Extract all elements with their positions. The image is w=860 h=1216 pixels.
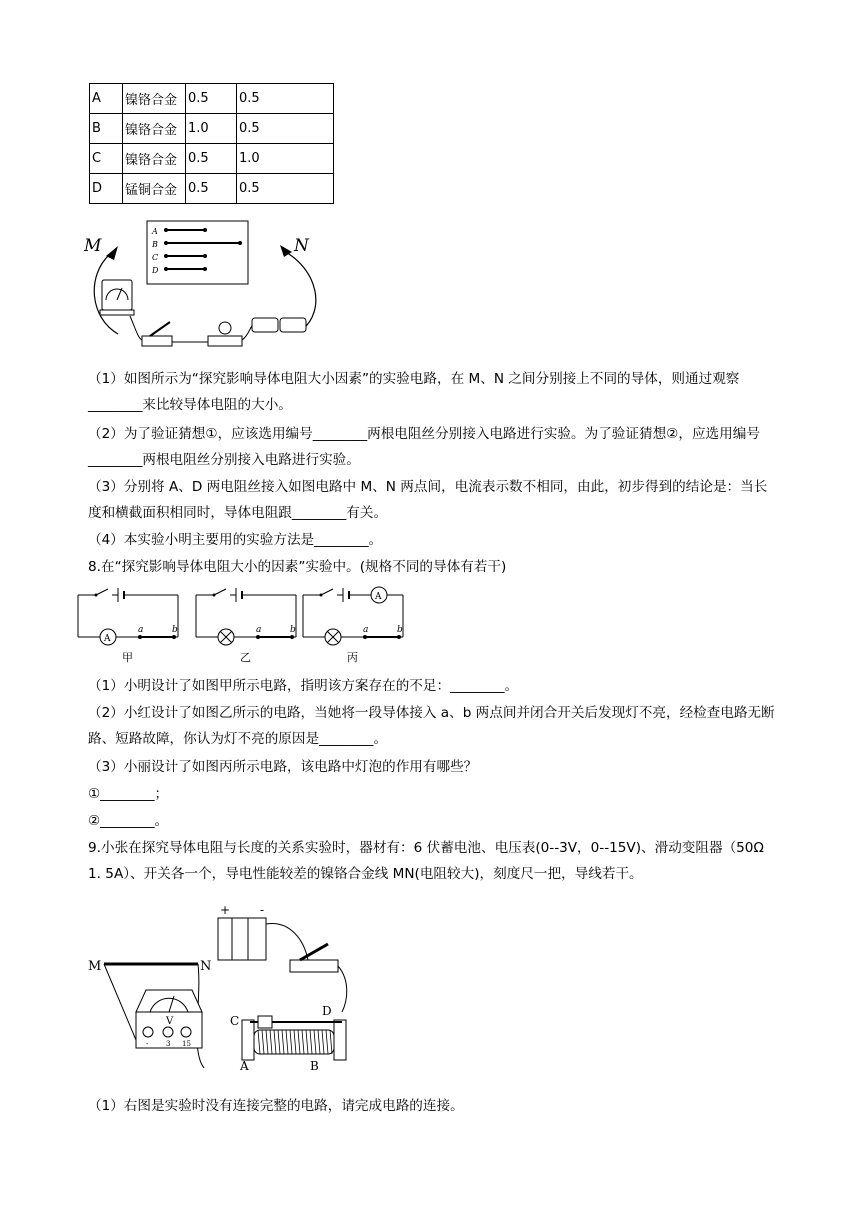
q8-part2: （2）小红设计了如图乙所示的电路，当她将一段导体接入 a、b 两点间并闭合开关后发现灯不亮，经检查电路无断路、短路故障，你认为灯不亮的原因是________。	[88, 705, 775, 747]
svg-text:3: 3	[166, 1040, 171, 1048]
rheostat-icon	[242, 1016, 346, 1060]
table-cell: 0.5	[186, 84, 237, 114]
svg-text:a: a	[363, 625, 369, 635]
svg-text:a: a	[138, 625, 144, 635]
table-cell: 镍铬合金	[123, 144, 186, 174]
voltmeter-icon	[136, 990, 202, 1048]
q8-answer1: ①________；	[88, 786, 169, 802]
battery-pack-icon	[218, 903, 266, 960]
table-cell: A	[90, 84, 123, 114]
resistor-spec-table	[89, 83, 334, 204]
table-cell: 0.5	[186, 144, 237, 174]
svg-text:-: -	[260, 903, 265, 917]
ammeter-icon	[100, 280, 134, 315]
svg-text:C: C	[230, 1014, 240, 1028]
svg-text:A: A	[104, 634, 111, 644]
svg-text:A: A	[240, 1059, 249, 1073]
q7-part3: （3）分别将 A、D 两电阻丝接入如图电路中 M、N 两点间，电流表示数不相同，由此，初步得到的结论是：当长度和横截面积相同时，导体电阻跟________有关。	[88, 479, 768, 521]
table-cell: 锰铜合金	[123, 174, 186, 204]
table-row	[90, 144, 334, 174]
table-cell: 1.0	[186, 114, 237, 144]
circuit-figure-mn	[80, 218, 330, 356]
svg-text:+: +	[220, 903, 231, 917]
table-cell: 1.0	[237, 144, 334, 174]
label-m: M	[88, 959, 102, 974]
switch-icon	[142, 322, 172, 346]
svg-text:A: A	[375, 592, 382, 602]
conductor-label: B	[152, 240, 158, 249]
label-n: N	[200, 959, 212, 974]
table-cell: B	[90, 114, 123, 144]
table-row	[90, 174, 334, 204]
circuit-figures-q8	[70, 585, 420, 667]
conductor-label: D	[152, 266, 159, 275]
table-row	[90, 84, 334, 114]
conductor-label: C	[152, 253, 159, 262]
switch-icon	[290, 944, 338, 972]
figure-caption: 丙	[347, 651, 358, 664]
svg-text:B: B	[310, 1059, 319, 1073]
q8-answer2: ②________。	[88, 813, 169, 829]
table-cell: 镍铬合金	[123, 84, 186, 114]
q9-part1: （1）右图是实验时没有连接完整的电路，请完成电路的连接。	[88, 1098, 464, 1114]
q8-title: 8.在“探究影响导体电阻大小的因素”实验中。(规格不同的导体有若干)	[88, 559, 507, 575]
q8-part1: （1）小明设计了如图甲所示电路，指明该方案存在的不足：________。	[88, 678, 519, 694]
table-cell: 0.5	[237, 174, 334, 204]
table-cell: D	[90, 174, 123, 204]
circuit-figure-q9	[80, 900, 380, 1075]
svg-text:15: 15	[182, 1040, 191, 1048]
q7-part4: （4）本实验小明主要用的实验方法是________。	[88, 532, 383, 548]
table-cell: C	[90, 144, 123, 174]
table-row	[90, 114, 334, 144]
svg-text:D: D	[322, 1004, 332, 1018]
bulb-icon	[208, 322, 242, 346]
table-cell: 0.5	[186, 174, 237, 204]
q9-title: 9.小张在探究导体电阻与长度的关系实验时，器材有：6 伏蓄电池、电压表(0--3V，0--15V)、滑动变阻器（50Ω 1. 5A）、开关各一个，导电性能较差的镍铬合金线 MN(电阻较大)，刻度尺一把，导线若干。	[88, 840, 764, 882]
battery-icon	[252, 318, 306, 332]
svg-text:a: a	[256, 625, 262, 635]
label-m: M	[84, 236, 102, 256]
svg-text:-: -	[146, 1040, 149, 1048]
q7-part1: （1）如图所示为“探究影响导体电阻大小因素”的实验电路，在 M、N 之间分别接上不同的导体，则通过观察________来比较导体电阻的大小。	[88, 371, 740, 413]
svg-text:b: b	[172, 625, 178, 635]
table-cell: 0.5	[237, 84, 334, 114]
table-cell: 镍铬合金	[123, 114, 186, 144]
label-n: N	[294, 236, 309, 256]
q7-part2: （2）为了验证猜想①，应该选用编号________两根电阻丝分别接入电路进行实验。为了验证猜想②，应选用编号________两根电阻丝分别接入电路进行实验。	[88, 426, 760, 468]
figure-caption: 甲	[122, 651, 133, 664]
conductor-label: A	[152, 227, 158, 236]
svg-text:b: b	[290, 625, 296, 635]
svg-text:b: b	[397, 625, 403, 635]
figure-caption: 乙	[240, 651, 251, 664]
svg-text:V: V	[166, 1016, 174, 1027]
q8-part3: （3）小丽设计了如图丙所示电路，该电路中灯泡的作用有哪些？	[88, 759, 478, 775]
table-cell: 0.5	[237, 114, 334, 144]
